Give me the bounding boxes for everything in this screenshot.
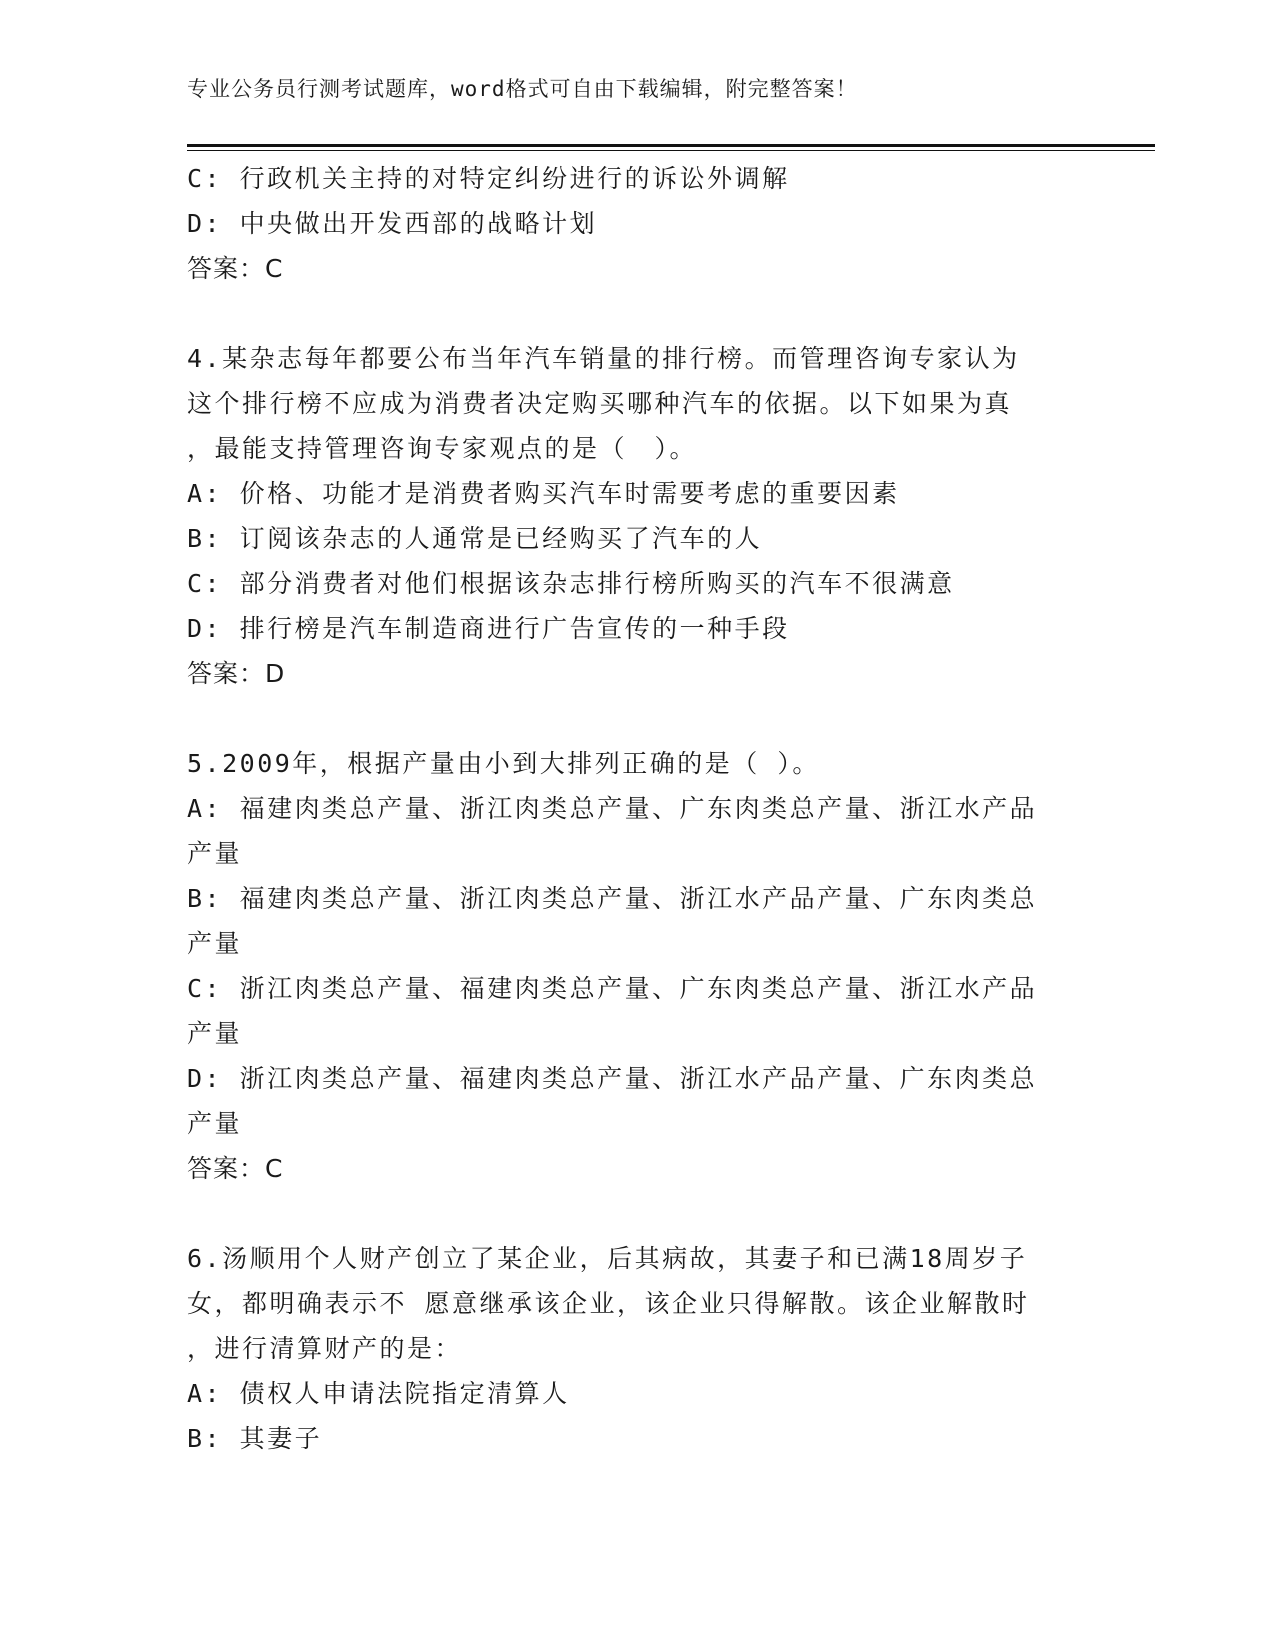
question-stem-line: 4.某杂志每年都要公布当年汽车销量的排行榜。而管理咨询专家认为 bbox=[187, 344, 1020, 373]
question-stem-line: 这个排行榜不应成为消费者决定购买哪种汽车的依据。以下如果为真 bbox=[187, 389, 1013, 418]
answer-line: 答案：C bbox=[187, 1154, 284, 1183]
question-content bbox=[187, 156, 1087, 1461]
question-6 bbox=[187, 1236, 1087, 1461]
option-b-continued: 产量 bbox=[187, 929, 243, 958]
option-c: C: 部分消费者对他们根据该杂志排行榜所购买的汽车不很满意 bbox=[187, 569, 955, 598]
option-d: D: 浙江肉类总产量、福建肉类总产量、浙江水产品产量、广东肉类总 bbox=[187, 1064, 1038, 1093]
option-d: D: 中央做出开发西部的战略计划 bbox=[187, 209, 598, 238]
question-4 bbox=[187, 336, 1087, 696]
question-stem-line: ，最能支持管理咨询专家观点的是（ ）。 bbox=[187, 434, 698, 463]
spacer bbox=[187, 1191, 1087, 1236]
option-b: B: 福建肉类总产量、浙江肉类总产量、浙江水产品产量、广东肉类总 bbox=[187, 884, 1038, 913]
question-5 bbox=[187, 741, 1087, 1191]
question-stem-line: 6.汤顺用个人财产创立了某企业，后其病故，其妻子和已满18周岁子 bbox=[187, 1244, 1028, 1273]
option-a: A: 福建肉类总产量、浙江肉类总产量、广东肉类总产量、浙江水产品 bbox=[187, 794, 1038, 823]
option-a: A: 债权人申请法院指定清算人 bbox=[187, 1379, 570, 1408]
question-stem-line: ，进行清算财产的是： bbox=[187, 1334, 463, 1363]
spacer bbox=[187, 696, 1087, 741]
answer-line: 答案：D bbox=[187, 659, 286, 688]
option-c: C: 浙江肉类总产量、福建肉类总产量、广东肉类总产量、浙江水产品 bbox=[187, 974, 1038, 1003]
header-rule-thick bbox=[187, 144, 1155, 147]
header-rule-thin bbox=[187, 150, 1155, 151]
option-c-continued: 产量 bbox=[187, 1019, 243, 1048]
option-d-continued: 产量 bbox=[187, 1109, 243, 1138]
question-stem-line: 5.2009年，根据产量由小到大排列正确的是（ ）。 bbox=[187, 749, 820, 778]
question-3-continued bbox=[187, 156, 1087, 291]
option-b: B: 订阅该杂志的人通常是已经购买了汽车的人 bbox=[187, 524, 763, 553]
answer-line: 答案：C bbox=[187, 254, 284, 283]
option-b: B: 其妻子 bbox=[187, 1424, 323, 1453]
option-a-continued: 产量 bbox=[187, 839, 243, 868]
question-stem-line: 女，都明确表示不 愿意继承该企业，该企业只得解散。该企业解散时 bbox=[187, 1289, 1030, 1318]
spacer bbox=[187, 291, 1087, 336]
option-a: A: 价格、功能才是消费者购买汽车时需要考虑的重要因素 bbox=[187, 479, 900, 508]
page-header: 专业公务员行测考试题库，word格式可自由下载编辑，附完整答案！ bbox=[187, 77, 858, 101]
option-d: D: 排行榜是汽车制造商进行广告宣传的一种手段 bbox=[187, 614, 790, 643]
option-c: C: 行政机关主持的对特定纠纷进行的诉讼外调解 bbox=[187, 164, 790, 193]
